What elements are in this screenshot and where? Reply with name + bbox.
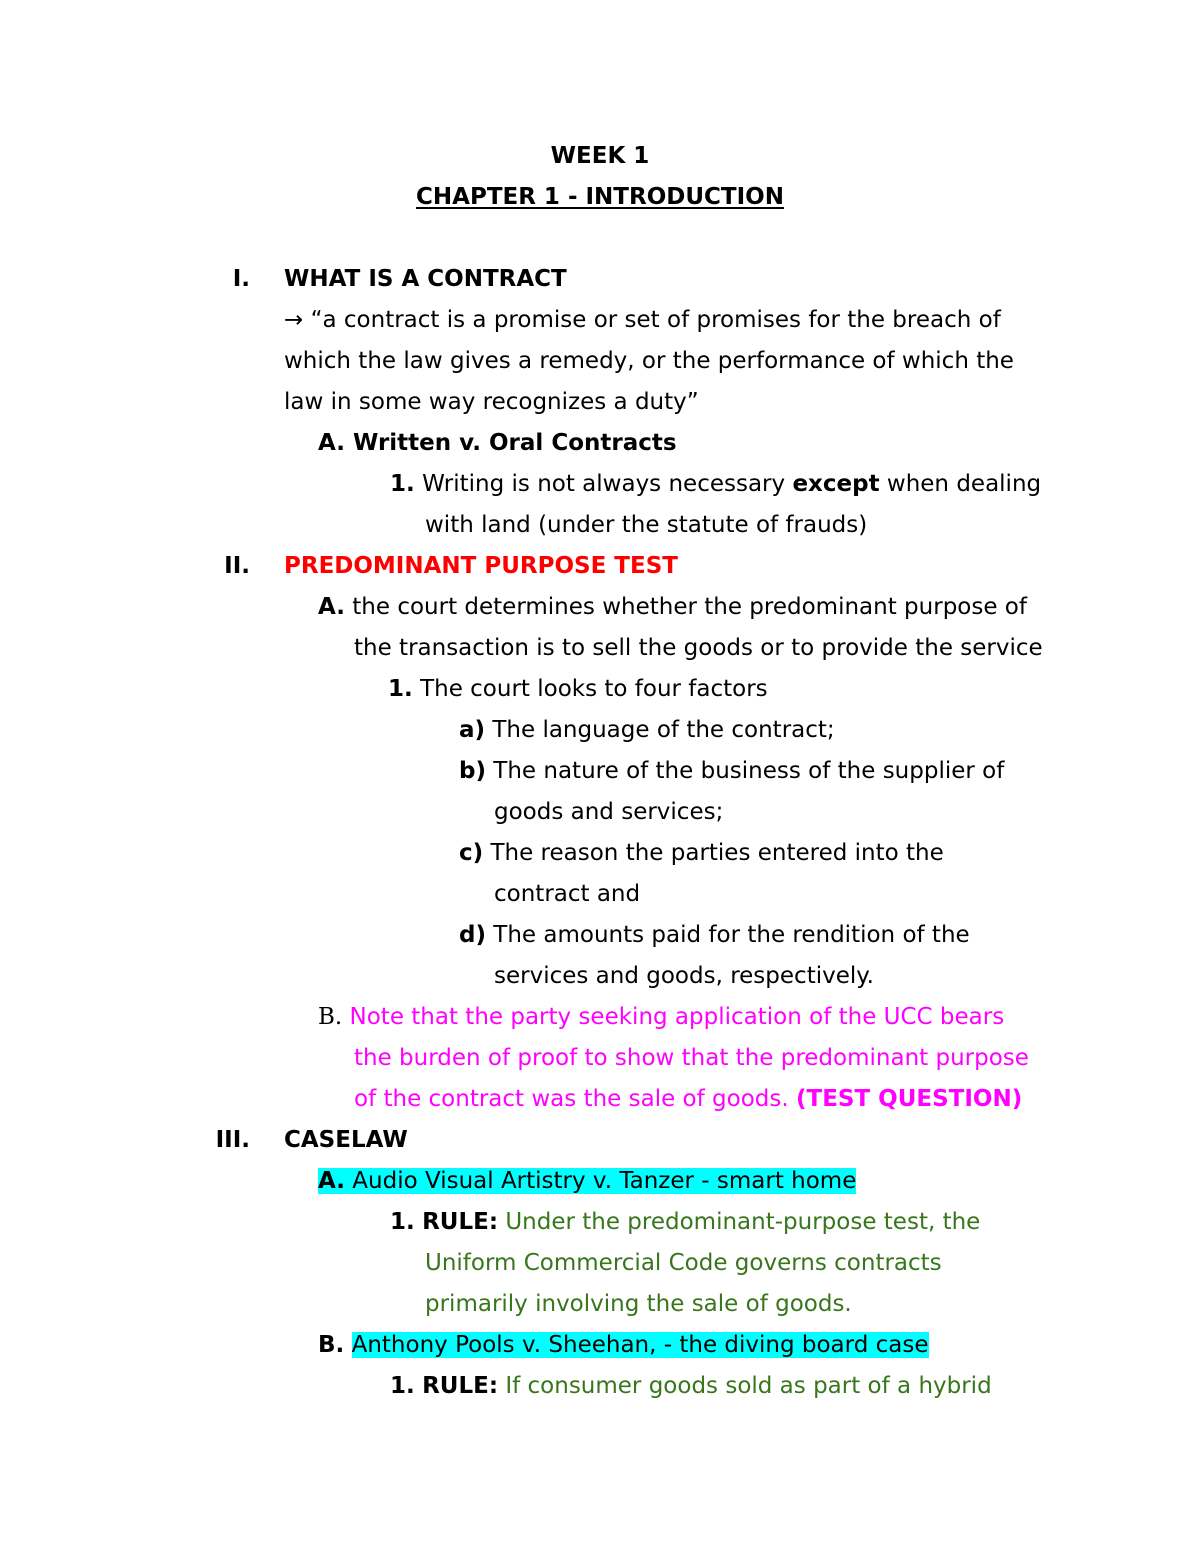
factor-text: The language of the contract; xyxy=(492,717,835,743)
case-a-rule-line-2: Uniform Commercial Code governs contracts xyxy=(425,1250,942,1276)
chapter-heading xyxy=(0,182,1200,212)
factor-d xyxy=(459,920,970,950)
subsection-marker: A. xyxy=(318,594,345,620)
week-heading: WEEK 1 xyxy=(550,143,650,169)
item-marker: 1. xyxy=(390,471,415,497)
item-emphasis: except xyxy=(792,471,880,497)
item-text-after: when dealing xyxy=(879,471,1042,497)
subsection-marker: A. xyxy=(318,430,345,456)
subsection-2a-line-2: the transaction is to sell the goods or to provide the service xyxy=(354,635,1043,661)
subsection-2b-line-3 xyxy=(354,1084,1022,1114)
subsection-title: Written v. Oral Contracts xyxy=(352,430,677,456)
item-text: Writing is not always necessary xyxy=(422,471,793,497)
case-a-heading xyxy=(318,1166,856,1196)
subsection-2b-line-1 xyxy=(318,1002,1004,1032)
note-text: of the contract was the sale of goods. xyxy=(354,1086,796,1112)
rule-label: RULE: xyxy=(422,1209,499,1235)
case-b-heading xyxy=(318,1330,929,1360)
factor-a xyxy=(459,715,835,745)
subsection-1a xyxy=(318,428,677,458)
section-title-3: CASELAW xyxy=(284,1127,408,1153)
subsection-text: the court determines whether the predominant purpose of xyxy=(344,594,1027,620)
factor-b-line-2: goods and services; xyxy=(494,799,724,825)
factor-text: The amounts paid for the rendition of the xyxy=(493,922,970,948)
note-text: Note that the party seeking application of the UCC bears xyxy=(349,1004,1005,1030)
case-marker: A. xyxy=(318,1168,345,1194)
subsection-2b-line-2: the burden of proof to show that the predominant purpose xyxy=(354,1045,1029,1071)
item-marker: 1. xyxy=(388,676,413,702)
rule-text: If consumer goods sold as part of a hybrid xyxy=(498,1373,992,1399)
subsection-2a-line-1 xyxy=(318,592,1027,622)
section-numeral-3: III. xyxy=(215,1127,250,1153)
definition-quote-line-2: which the law gives a remedy, or the performance of which the xyxy=(284,348,1014,374)
item-2a1 xyxy=(388,674,768,704)
test-question-tag: (TEST QUESTION) xyxy=(796,1086,1023,1112)
chapter-title: CHAPTER 1 - INTRODUCTION xyxy=(416,184,784,210)
factor-c-line-2: contract and xyxy=(494,881,641,907)
section-title-1: WHAT IS A CONTRACT xyxy=(284,266,567,292)
item-1a1-line-2: with land (under the statute of frauds) xyxy=(425,512,868,538)
section-numeral-2: II. xyxy=(224,553,250,579)
rule-marker: 1. xyxy=(390,1373,415,1399)
rule-text: Under the predominant-purpose test, the xyxy=(498,1209,981,1235)
item-1a1-line-1 xyxy=(390,469,1041,499)
rule-marker: 1. xyxy=(390,1209,415,1235)
rule-label: RULE: xyxy=(422,1373,499,1399)
case-title: Audio Visual Artistry v. Tanzer - smart home xyxy=(352,1168,857,1194)
item-text: The court looks to four factors xyxy=(420,676,768,702)
case-b-rule-line-1 xyxy=(390,1371,992,1401)
case-a-rule-line-3: primarily involving the sale of goods. xyxy=(425,1291,852,1317)
factor-marker: a) xyxy=(459,717,486,743)
factor-b xyxy=(459,756,1004,786)
factor-text: The nature of the business of the supplier of xyxy=(493,758,1005,784)
case-highlight xyxy=(318,1168,856,1194)
case-a-rule-line-1 xyxy=(390,1207,980,1237)
factor-c xyxy=(459,838,944,868)
section-numeral-1: I. xyxy=(232,266,250,292)
factor-text: The reason the parties entered into the xyxy=(490,840,944,866)
section-title-2: PREDOMINANT PURPOSE TEST xyxy=(284,553,678,579)
factor-marker: c) xyxy=(459,840,484,866)
definition-quote-line-3: law in some way recognizes a duty” xyxy=(284,389,699,415)
definition-quote-line-1: → “a contract is a promise or set of promises for the breach of xyxy=(284,307,1001,333)
factor-marker: b) xyxy=(459,758,486,784)
case-marker: B. xyxy=(318,1332,345,1358)
subsection-marker: B. xyxy=(318,1004,343,1030)
case-title: Anthony Pools v. Sheehan, - the diving board case xyxy=(351,1332,929,1358)
factor-d-line-2: services and goods, respectively. xyxy=(494,963,874,989)
factor-marker: d) xyxy=(459,922,486,948)
